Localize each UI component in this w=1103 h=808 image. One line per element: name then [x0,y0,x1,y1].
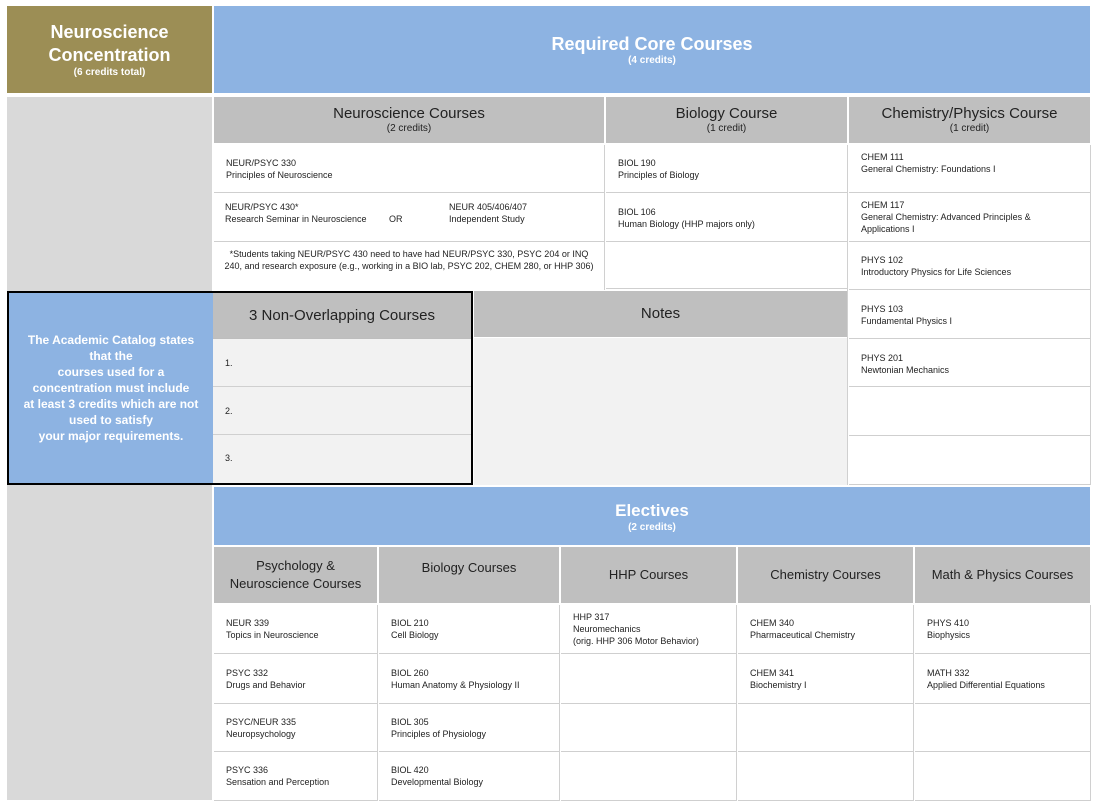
chem-row-3 [849,243,1090,290]
chem-title: Chemistry/Physics Course [881,105,1058,122]
elective-mathphys-row-4-empty [915,752,1090,801]
elective-chem-row-3-empty [738,704,913,752]
neuro-header [214,97,604,143]
electives-header [214,487,1090,545]
elective-bio-row-2 [379,655,559,704]
course-title: Principles of Neuroscience [226,169,333,180]
course-title: Research Seminar in Neuroscience [225,214,367,224]
course-code: BIOL 210 [391,618,429,628]
elective-col-header-chem [738,547,913,603]
chem-row-5 [849,340,1090,387]
chem-header [849,97,1090,143]
course-code: CHEM 341 [750,668,795,678]
chem-row-6-empty [849,388,1090,436]
catalog-note-line3: courses used for a [57,365,165,379]
concentration-title-line2: Concentration [48,44,171,65]
catalog-note-line2: that the [89,349,133,363]
elective-mathphys-row-1 [915,605,1090,654]
course-code: PHYS 410 [927,618,970,628]
chem-row-1 [849,145,1090,193]
or-label: OR [389,214,403,224]
elective-col-header-bio [379,547,559,603]
course-title: Principles of Physiology [391,728,487,739]
bio-credits: (1 credit) [706,123,747,134]
course-title: Pharmaceutical Chemistry [750,630,856,640]
course-code: NEUR/PSYC 430* [225,202,299,212]
course-code: BIOL 305 [391,716,429,727]
course-title: Cell Biology [391,630,439,640]
course-title: Independent Study [449,214,525,224]
course-title: General Chemistry: Foundations I [861,164,996,174]
core-credits: (4 credits) [628,55,676,66]
elective-hhp-row-3-empty [561,704,736,752]
elective-hhp-row-4-empty [561,752,736,801]
elective-chem-row-2 [738,655,913,704]
course-code: PSYC 332 [226,668,269,678]
elective-chem-row-1 [738,605,913,654]
col-title: Biology Courses [421,560,517,575]
course-code: CHEM 111 [861,152,904,162]
divider [604,145,605,290]
chem-credits: (1 credit) [949,123,990,134]
row-number: 2. [225,405,233,416]
col-title-line1: Psychology & [256,558,335,573]
course-title: Sensation and Perception [226,777,330,787]
course-title: Principles of Biology [618,169,700,180]
neuro-row-1 [214,145,604,193]
course-title: Introductory Physics for Life Sciences [861,267,1012,277]
neuro-prereq-note [214,243,604,289]
course-title: Biophysics [927,630,971,640]
nonoverlap-row-1[interactable] [213,339,471,387]
course-code: PHYS 102 [861,255,904,265]
electives-credits: (2 credits) [628,521,676,533]
divider [847,145,848,485]
course-code: BIOL 190 [618,157,656,168]
elective-psych-row-3 [214,704,377,752]
course-code: BIOL 420 [391,765,429,775]
course-code: CHEM 340 [750,618,795,628]
concentration-title-line1: Neuroscience [50,21,169,42]
divider [559,605,560,801]
course-title: Topics in Neuroscience [226,630,319,640]
elective-hhp-row-2-empty [561,655,736,704]
elective-bio-row-3 [379,704,559,752]
concentration-title-block [7,6,212,93]
course-title: Neuropsychology [226,728,296,739]
concentration-credits: (6 credits total) [73,66,146,78]
prereq-note-line2: 240, and research exposure (e.g., working in a BIO lab, PSYC 202, CHEM 280, or HHP 306) [224,261,594,271]
catalog-note-line7: your major requirements. [38,429,184,443]
course-code: BIOL 106 [618,206,656,217]
core-header [214,6,1090,93]
divider [377,605,378,801]
col-title: Chemistry Courses [770,567,881,582]
course-title: Fundamental Physics I [861,316,953,326]
course-code: PSYC 336 [226,765,269,775]
col-title: Math & Physics Courses [931,567,1074,582]
course-title: General Chemistry: Advanced Principles & [861,212,1031,222]
catalog-note-line1: The Academic Catalog states [27,333,195,347]
course-title: Developmental Biology [391,777,484,787]
notes-header [474,291,847,337]
elective-col-header-mathphys [915,547,1090,603]
bio-header [606,97,847,143]
bio-row-3-empty [606,243,847,289]
neuro-credits: (2 credits) [386,123,432,134]
elective-bio-row-1 [379,605,559,654]
chem-row-2 [849,194,1090,242]
course-code: PHYS 201 [861,353,904,363]
row-number: 3. [225,453,233,463]
core-title: Required Core Courses [551,34,753,54]
elective-chem-row-4-empty [738,752,913,801]
course-code: NEUR/PSYC 330 [226,157,297,168]
course-code: PSYC/NEUR 335 [226,716,297,727]
course-title: Neuromechanics [573,624,641,634]
nonoverlap-row-2[interactable] [213,387,471,435]
elective-bio-row-4 [379,752,559,801]
course-code: HHP 317 [573,612,610,622]
course-code: NEUR 405/406/407 [449,202,528,212]
course-title: Drugs and Behavior [226,680,306,690]
elective-mathphys-row-2 [915,655,1090,704]
catalog-note-line5: at least 3 credits which are not [23,397,199,411]
chem-row-4 [849,291,1090,339]
elective-mathphys-row-3-empty [915,704,1090,752]
elective-psych-row-1 [214,605,377,654]
col-title: HHP Courses [608,567,689,582]
elective-psych-row-4 [214,752,377,801]
course-code: MATH 332 [927,668,970,678]
row-number: 1. [225,357,233,368]
catalog-note-box [7,291,213,485]
course-title-cont: Applications I [861,224,915,234]
course-code: CHEM 117 [861,200,905,210]
neuro-row-2 [214,194,604,242]
divider [1090,605,1091,801]
course-code: NEUR 339 [226,618,270,628]
course-code: PHYS 103 [861,304,904,314]
prereq-note-line1: *Students taking NEUR/PSYC 430 need to have had NEUR/PSYC 330, PSYC 204 or INQ [229,249,589,259]
elective-hhp-row-1 [561,605,736,654]
catalog-note-line4: concentration must include [32,381,190,395]
course-title: Biochemistry I [750,680,807,690]
course-title: Human Biology (HHP majors only) [618,218,755,229]
course-title: Newtonian Mechanics [861,365,950,375]
nonoverlap-row-3[interactable] [213,435,471,481]
nonoverlap-title: 3 Non-Overlapping Courses [249,306,435,324]
divider [736,605,737,801]
elective-psych-row-2 [214,655,377,704]
course-code: BIOL 260 [391,668,429,678]
divider [1090,145,1091,485]
notes-area[interactable] [474,338,847,485]
neuro-title: Neuroscience Courses [333,105,485,122]
nonoverlap-header [213,293,471,339]
divider [913,605,914,801]
elective-col-header-hhp [561,547,736,603]
nonoverlap-box [213,291,473,485]
course-title: Applied Differential Equations [927,680,1045,690]
notes-title: Notes [640,305,681,322]
elective-col-header-psych [214,547,377,603]
bio-row-2 [606,194,847,242]
electives-title: Electives [615,500,689,520]
bio-row-1 [606,145,847,193]
bio-title: Biology Course [675,105,778,122]
course-title: Human Anatomy & Physiology II [391,680,520,690]
col-title-line2: Neuroscience Courses [229,576,362,591]
course-title-cont: (orig. HHP 306 Motor Behavior) [573,636,699,646]
catalog-note-line6: used to satisfy [68,413,154,427]
chem-row-7-empty [849,437,1090,485]
